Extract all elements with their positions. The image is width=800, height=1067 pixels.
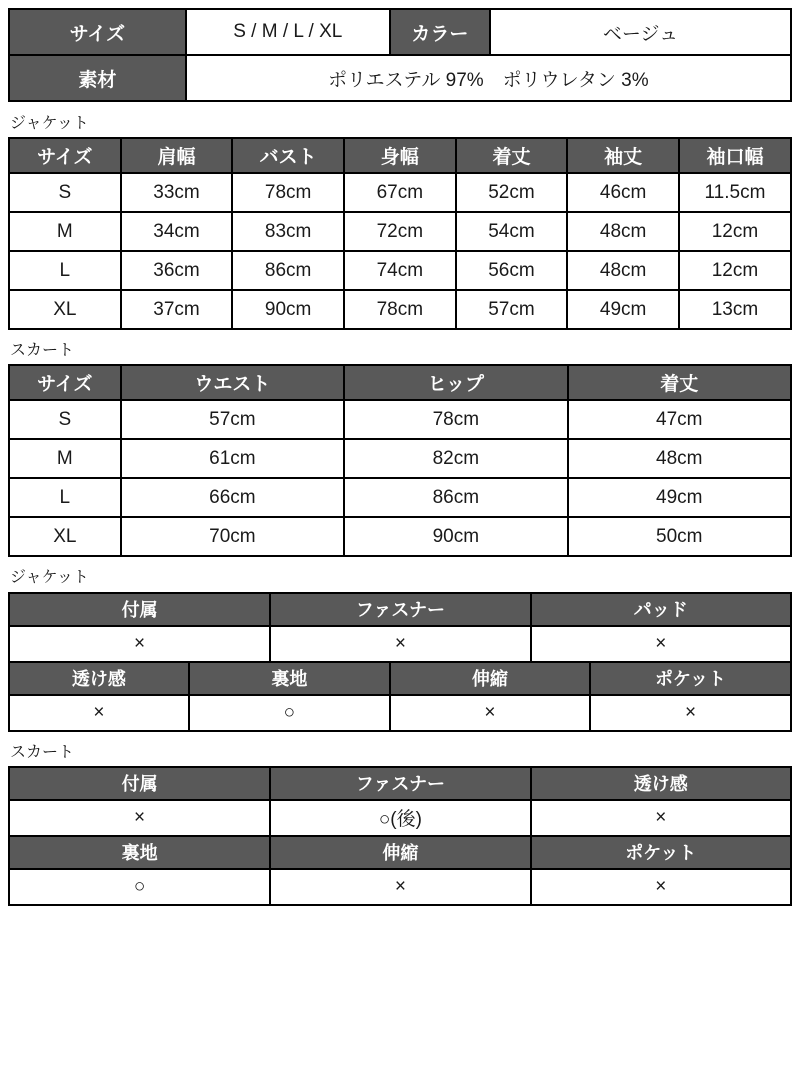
- skirt-features-table-1: [8, 766, 792, 837]
- table-row: [9, 400, 791, 439]
- skirt-size-section-label: スカート: [10, 342, 75, 360]
- table-row: [9, 695, 791, 731]
- header-cell: 透け感: [9, 662, 189, 695]
- measure-cell: 34cm: [121, 212, 233, 251]
- measure-cell: 70cm: [121, 517, 344, 556]
- feature-value-cell: ×: [9, 695, 189, 731]
- feature-value-cell: ×: [531, 800, 791, 836]
- table-row: [9, 517, 791, 556]
- header-cell: 袖口幅: [679, 138, 791, 173]
- measure-cell: 46cm: [567, 173, 679, 212]
- measure-cell: 12cm: [679, 212, 791, 251]
- table-header-row: [9, 836, 791, 869]
- skirt-size-table: [8, 364, 792, 557]
- product-info-table: [8, 8, 792, 102]
- header-cell: 身幅: [344, 138, 456, 173]
- size-cell: M: [9, 212, 121, 251]
- size-cell: S: [9, 173, 121, 212]
- color-value-cell: ベージュ: [490, 9, 791, 55]
- measure-cell: 49cm: [567, 290, 679, 329]
- material-value-cell: ポリエステル 97% ポリウレタン 3%: [186, 55, 791, 101]
- measure-cell: 86cm: [232, 251, 344, 290]
- measure-cell: 90cm: [232, 290, 344, 329]
- measure-cell: 48cm: [567, 212, 679, 251]
- size-cell: XL: [9, 517, 121, 556]
- measure-cell: 66cm: [121, 478, 344, 517]
- table-row: [9, 55, 791, 101]
- header-cell: ファスナー: [270, 767, 530, 800]
- header-cell: 伸縮: [390, 662, 590, 695]
- jacket-features-table-2: [8, 661, 792, 732]
- header-cell: サイズ: [9, 365, 121, 400]
- header-cell: 着丈: [568, 365, 791, 400]
- header-cell: ウエスト: [121, 365, 344, 400]
- measure-cell: 78cm: [344, 400, 567, 439]
- header-cell: 伸縮: [270, 836, 530, 869]
- measure-cell: 54cm: [456, 212, 568, 251]
- feature-value-cell: ×: [590, 695, 791, 731]
- table-row: [9, 9, 791, 55]
- measure-cell: 56cm: [456, 251, 568, 290]
- measure-cell: 33cm: [121, 173, 233, 212]
- size-cell: S: [9, 400, 121, 439]
- measure-cell: 67cm: [344, 173, 456, 212]
- measure-cell: 82cm: [344, 439, 567, 478]
- header-cell: 裏地: [9, 836, 270, 869]
- material-label-cell: 素材: [9, 55, 186, 101]
- header-cell: 透け感: [531, 767, 791, 800]
- measure-cell: 72cm: [344, 212, 456, 251]
- feature-value-cell: ○: [9, 869, 270, 905]
- measure-cell: 52cm: [456, 173, 568, 212]
- measure-cell: 48cm: [567, 251, 679, 290]
- measure-cell: 47cm: [568, 400, 791, 439]
- size-cell: L: [9, 251, 121, 290]
- table-row: [9, 212, 791, 251]
- feature-value-cell: ×: [270, 626, 530, 662]
- measure-cell: 12cm: [679, 251, 791, 290]
- table-header-row: [9, 593, 791, 626]
- feature-value-cell: ×: [270, 869, 530, 905]
- table-row: [9, 869, 791, 905]
- table-row: [9, 173, 791, 212]
- feature-value-cell: ×: [390, 695, 590, 731]
- measure-cell: 86cm: [344, 478, 567, 517]
- feature-value-cell: ×: [531, 869, 791, 905]
- jacket-features-table-1: [8, 592, 792, 663]
- feature-value-cell: ○: [189, 695, 390, 731]
- measure-cell: 48cm: [568, 439, 791, 478]
- table-header-row: [9, 767, 791, 800]
- measure-cell: 50cm: [568, 517, 791, 556]
- measure-cell: 78cm: [232, 173, 344, 212]
- size-value-cell: S / M / L / XL: [186, 9, 390, 55]
- jacket-size-table: [8, 137, 792, 330]
- table-header-row: [9, 365, 791, 400]
- header-cell: 付属: [9, 593, 270, 626]
- table-row: [9, 251, 791, 290]
- skirt-features-table-2: [8, 835, 792, 906]
- header-cell: ヒップ: [344, 365, 567, 400]
- table-row: [9, 800, 791, 836]
- feature-value-cell: ×: [531, 626, 791, 662]
- header-cell: サイズ: [9, 138, 121, 173]
- measure-cell: 78cm: [344, 290, 456, 329]
- table-row: [9, 478, 791, 517]
- size-cell: M: [9, 439, 121, 478]
- measure-cell: 57cm: [456, 290, 568, 329]
- measure-cell: 37cm: [121, 290, 233, 329]
- header-cell: ポケット: [531, 836, 791, 869]
- measure-cell: 90cm: [344, 517, 567, 556]
- measure-cell: 57cm: [121, 400, 344, 439]
- table-row: [9, 626, 791, 662]
- table-row: [9, 290, 791, 329]
- jacket-size-section-label: ジャケット: [10, 115, 89, 132]
- header-cell: バスト: [232, 138, 344, 173]
- color-label-cell: カラー: [390, 9, 490, 55]
- skirt-features-section-label: スカート: [10, 743, 75, 761]
- table-row: [9, 439, 791, 478]
- feature-value-cell: ×: [9, 626, 270, 662]
- table-header-row: [9, 662, 791, 695]
- size-label-cell: サイズ: [9, 9, 186, 55]
- measure-cell: 13cm: [679, 290, 791, 329]
- measure-cell: 74cm: [344, 251, 456, 290]
- table-header-row: [9, 138, 791, 173]
- measure-cell: 49cm: [568, 478, 791, 517]
- feature-value-cell: ×: [9, 800, 270, 836]
- feature-value-cell: ○(後): [270, 800, 530, 836]
- header-cell: 裏地: [189, 662, 390, 695]
- measure-cell: 83cm: [232, 212, 344, 251]
- header-cell: 着丈: [456, 138, 568, 173]
- header-cell: 肩幅: [121, 138, 233, 173]
- measure-cell: 36cm: [121, 251, 233, 290]
- size-cell: L: [9, 478, 121, 517]
- jacket-features-section-label: ジャケット: [10, 569, 89, 587]
- header-cell: ポケット: [590, 662, 791, 695]
- header-cell: 袖丈: [567, 138, 679, 173]
- header-cell: パッド: [531, 593, 791, 626]
- measure-cell: 61cm: [121, 439, 344, 478]
- size-cell: XL: [9, 290, 121, 329]
- header-cell: ファスナー: [270, 593, 530, 626]
- measure-cell: 11.5cm: [679, 173, 791, 212]
- header-cell: 付属: [9, 767, 270, 800]
